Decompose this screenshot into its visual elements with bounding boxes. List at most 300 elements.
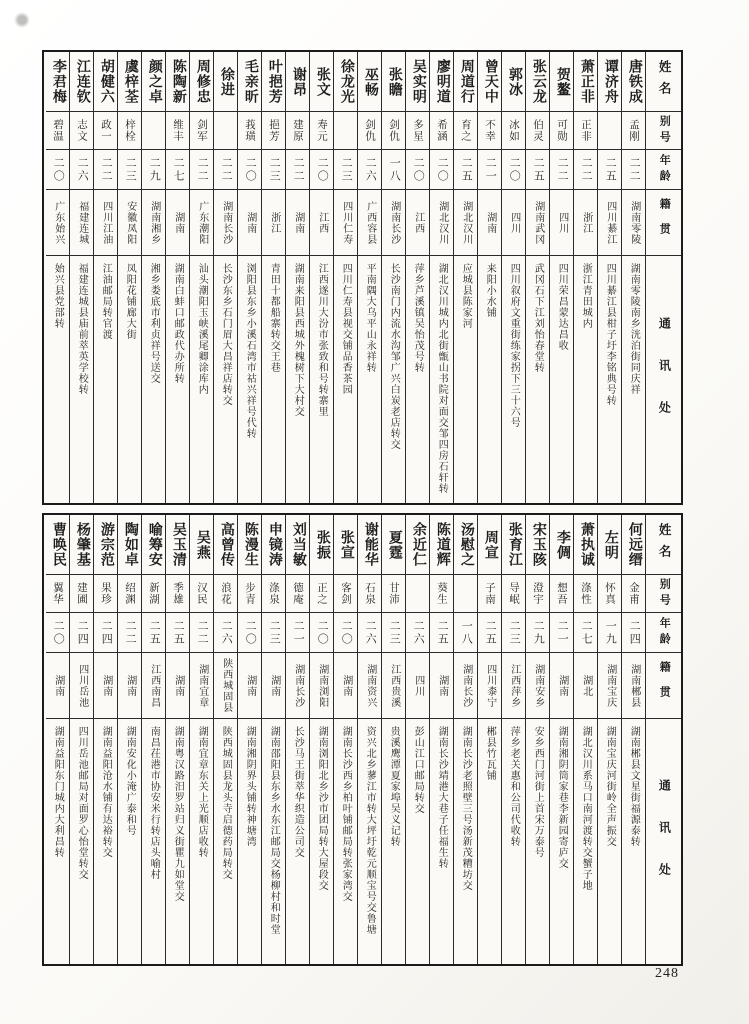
person-age: 二二 [574, 150, 597, 190]
person-column [502, 52, 526, 503]
person-age: 二〇 [502, 150, 525, 190]
person-name: 余近仁 [406, 515, 429, 575]
person-origin: 浙江 [574, 190, 597, 256]
person-column [214, 52, 238, 503]
person-age: 二五 [526, 150, 549, 190]
person-alias: 浪花 [214, 575, 237, 613]
person-name: 萧正非 [574, 52, 597, 112]
person-column [70, 515, 94, 964]
person-address: 四川岳池邮局对面罗心怡堂转交 [76, 726, 88, 880]
person-column [166, 515, 190, 964]
person-name: 汤慰之 [454, 515, 477, 575]
person-name: 陶如卓 [118, 515, 141, 575]
person-address: 武冈石下江刘怡春堂转 [532, 263, 544, 373]
person-address: 四川綦江县柑子圩李铭典号转 [604, 263, 616, 406]
person-address: 湘乡娄底市利贞祥号送交 [148, 263, 160, 384]
person-column [118, 52, 142, 503]
person-origin: 江西萍乡 [502, 653, 525, 719]
person-column [430, 52, 454, 503]
person-alias: 新湖 [142, 575, 165, 613]
person-alias: 伯灵 [526, 112, 549, 150]
person-name: 廖明道 [430, 52, 453, 112]
person-column [262, 52, 286, 503]
person-address: 浙江青田城内 [580, 263, 592, 329]
person-address: 凤阳花铺廊大街 [124, 263, 136, 340]
person-age: 二六 [70, 150, 93, 190]
person-alias: 可勋 [550, 112, 573, 150]
person-name: 周宣 [478, 515, 501, 575]
row-header-column-bottom [646, 515, 681, 964]
person-column [310, 515, 334, 964]
person-address: 萍乡老关惠和公司代收转 [508, 726, 520, 847]
person-age: 二二 [286, 150, 309, 190]
person-origin: 浙江 [262, 190, 285, 256]
person-origin: 湖南资兴 [358, 653, 381, 719]
person-origin: 湖北汉川 [454, 190, 477, 256]
person-origin: 湖南 [238, 190, 261, 256]
person-address: 湖南来阳县西城外槐树下大村交 [292, 263, 304, 417]
person-alias: 志文 [70, 112, 93, 150]
person-alias: 冰如 [502, 112, 525, 150]
row-header-origin: 籍贯 [646, 190, 681, 256]
person-alias: 孟刚 [622, 112, 645, 150]
person-age: 二〇 [46, 613, 69, 653]
person-alias: 季雄 [166, 575, 189, 613]
person-age: 二〇 [334, 613, 357, 653]
person-address: 江西遂川大汾市张致和号转寨里 [316, 263, 328, 417]
person-name: 张文 [310, 52, 333, 112]
person-origin: 湖南 [262, 653, 285, 719]
person-age: 二〇 [310, 150, 333, 190]
person-origin: 湖南 [286, 190, 309, 256]
person-name: 何远缙 [622, 515, 645, 575]
person-age: 二二 [94, 150, 117, 190]
person-column [334, 52, 358, 503]
person-address: 湖南郴县文星街福源泰转 [628, 726, 640, 847]
person-age: 二二 [214, 150, 237, 190]
person-origin: 江西 [406, 190, 429, 256]
person-origin: 湖北汉川 [430, 190, 453, 256]
person-column [334, 515, 358, 964]
person-alias [142, 112, 165, 150]
person-address: 四川仁寿县视交铺品香茶园 [340, 263, 352, 395]
person-origin: 四川 [502, 190, 525, 256]
person-alias: 金甫 [622, 575, 645, 613]
person-name: 吴玉清 [166, 515, 189, 575]
person-name: 李君梅 [46, 52, 69, 112]
person-alias: 步青 [238, 575, 261, 613]
person-alias: 挹芳 [262, 112, 285, 150]
person-name: 申镜涛 [262, 515, 285, 575]
person-age: 二五 [166, 613, 189, 653]
person-name: 谢昂 [286, 52, 309, 112]
person-alias: 剑军 [190, 112, 213, 150]
person-origin: 安徽凤阳 [118, 190, 141, 256]
person-column [550, 52, 574, 503]
person-alias: 汉民 [190, 575, 213, 613]
person-column [118, 515, 142, 964]
person-age: 二六 [358, 613, 381, 653]
person-name: 张育江 [502, 515, 525, 575]
person-age: 二二 [190, 613, 213, 653]
person-address: 来阳小水铺 [484, 263, 496, 318]
person-alias: 政一 [94, 112, 117, 150]
person-name: 巫畅 [358, 52, 381, 112]
person-name: 游宗范 [94, 515, 117, 575]
person-alias: 导岷 [502, 575, 525, 613]
row-header-address: 通讯处 [657, 778, 672, 905]
person-address: 应城县陈家河 [460, 263, 472, 329]
person-address: 长沙马王街萃华织造公司交 [292, 726, 304, 858]
person-address: 四川荣昌蒙达昌收 [556, 263, 568, 351]
person-alias: 怀真 [598, 575, 621, 613]
person-name: 江连钦 [70, 52, 93, 112]
person-address: 湖南安化小淹广泰和号 [124, 726, 136, 836]
person-alias: 正非 [574, 112, 597, 150]
person-address: 浏阳县东乡小溪石湾市祜兴祥号代转 [244, 263, 256, 439]
person-name: 张振 [310, 515, 333, 575]
person-alias: 维丰 [166, 112, 189, 150]
person-alias: 绍渊 [118, 575, 141, 613]
person-column [526, 515, 550, 964]
person-name: 周道行 [454, 52, 477, 112]
person-name: 张瞻 [382, 52, 405, 112]
person-alias: 甘沛 [382, 575, 405, 613]
person-age: 二四 [70, 613, 93, 653]
person-alias: 涤性 [574, 575, 597, 613]
person-address: 湖南湘阴界头铺转神塘湾 [244, 726, 256, 847]
person-address: 湖南宜章东关上光顺店收转 [196, 726, 208, 858]
person-alias: 建原 [286, 112, 309, 150]
person-column [622, 515, 646, 964]
person-age: 二九 [526, 613, 549, 653]
person-age: 一八 [382, 150, 405, 190]
person-address: 长沙东乡石门眉大昌祥店转交 [220, 263, 232, 406]
person-address: 福建连城县庙前萃英学校转 [76, 263, 88, 395]
person-address: 湖南零陵南乡洸泊街同庆祥 [628, 263, 640, 395]
person-name: 徐龙光 [334, 52, 357, 112]
person-column [166, 52, 190, 503]
person-name: 刘当敏 [286, 515, 309, 575]
person-address: 陕西城固县龙头寺启德药局转交 [220, 726, 232, 880]
person-alias: 莪璜 [238, 112, 261, 150]
person-name: 毛亲昕 [238, 52, 261, 112]
person-alias: 澄宇 [526, 575, 549, 613]
person-column [358, 52, 382, 503]
person-column [454, 515, 478, 964]
person-origin: 江西南昌 [142, 653, 165, 719]
person-column [382, 515, 406, 964]
person-age: 二二 [550, 150, 573, 190]
person-alias: 梓栓 [118, 112, 141, 150]
person-address: 始兴县党部转 [52, 263, 64, 329]
person-alias: 剑仇 [358, 112, 381, 150]
person-origin: 湖南 [118, 653, 141, 719]
person-age: 二三 [382, 613, 405, 653]
person-address: 资兴北乡蓼江市转大坪圩乾元顺宝号交鲁塘 [364, 726, 376, 935]
person-origin: 湖南 [334, 653, 357, 719]
person-origin: 陕西城固县 [214, 653, 237, 719]
person-alias [406, 575, 429, 613]
person-age: 二七 [574, 613, 597, 653]
person-name: 张宣 [334, 515, 357, 575]
person-name: 陈陶新 [166, 52, 189, 112]
directory-page [42, 50, 683, 966]
person-origin: 湖南 [550, 653, 573, 719]
person-column [478, 52, 502, 503]
person-name: 李倜 [550, 515, 573, 575]
person-origin: 湖南 [94, 653, 117, 719]
person-column [286, 515, 310, 964]
person-address: 四川叙府文重街练家拐下三十六号 [508, 263, 520, 428]
person-age: 一八 [454, 613, 477, 653]
person-origin: 湖南长沙 [382, 190, 405, 256]
person-name: 萧执诚 [574, 515, 597, 575]
person-address: 平南隅大乌平山永祥转 [364, 263, 376, 373]
person-alias: 正之 [310, 575, 333, 613]
row-header-alias: 别号 [646, 112, 681, 150]
person-column [526, 52, 550, 503]
person-origin: 四川仁寿 [334, 190, 357, 256]
person-age: 二七 [166, 150, 189, 190]
person-column [142, 515, 166, 964]
person-address: 贵溪鹰潭夏家埠吴义记转 [388, 726, 400, 847]
person-column [238, 52, 262, 503]
person-age: 二三 [118, 150, 141, 190]
person-address: 南昌茌港市协安米行转店头喻村 [148, 726, 160, 880]
person-origin: 四川 [406, 653, 429, 719]
person-alias: 翼华 [46, 575, 69, 613]
person-origin: 湖南 [238, 653, 261, 719]
person-address: 江油邮局转官渡 [100, 263, 112, 340]
person-address: 湖南浏阳北乡沙市团局转大屋段交 [316, 726, 328, 891]
person-name: 贺鳌 [550, 52, 573, 112]
directory-table-bottom [42, 513, 683, 966]
person-column [574, 52, 598, 503]
person-address: 湖南长沙靖港大巷子任福生转 [436, 726, 448, 869]
person-alias: 葵生 [430, 575, 453, 613]
person-name: 吴燕 [190, 515, 213, 575]
person-name: 虞梓荃 [118, 52, 141, 112]
person-origin: 湖南宜章 [190, 653, 213, 719]
person-name: 胡健六 [94, 52, 117, 112]
person-column [94, 515, 118, 964]
person-alias: 石泉 [358, 575, 381, 613]
person-origin: 湖南 [430, 653, 453, 719]
person-name: 曹唤民 [46, 515, 69, 575]
person-column [502, 515, 526, 964]
person-column [142, 52, 166, 503]
person-origin: 湖南零陵 [622, 190, 645, 256]
person-origin: 湖南安乡 [526, 653, 549, 719]
person-column [214, 515, 238, 964]
person-address: 湖南湘阴筒家巷李新园寄庐交 [556, 726, 568, 869]
person-address: 湖南宝庆河街岭全声振交 [604, 726, 616, 847]
person-column [622, 52, 646, 503]
person-address: 湖南长沙老照壁三号汤新茂糟坊交 [460, 726, 472, 891]
person-origin: 广东潮阳 [190, 190, 213, 256]
person-age: 二四 [622, 613, 645, 653]
person-name: 谢能华 [358, 515, 381, 575]
person-alias: 客剑 [334, 575, 357, 613]
person-column [286, 52, 310, 503]
person-age: 二〇 [430, 150, 453, 190]
row-header-age: 年龄 [646, 613, 681, 653]
person-origin: 江西贵溪 [382, 653, 405, 719]
person-column [358, 515, 382, 964]
row-header-age: 年龄 [646, 150, 681, 190]
person-column [598, 515, 622, 964]
person-origin: 湖南郴县 [622, 653, 645, 719]
person-name: 颜之卓 [142, 52, 165, 112]
person-address: 萍乡芦溪镇吴怡茂号转 [412, 263, 424, 373]
person-column [406, 52, 430, 503]
person-column [94, 52, 118, 503]
person-name: 徐进 [214, 52, 237, 112]
person-address: 湖南邵阳县东乡水东江邮局交杨柳村和时堂 [268, 726, 280, 935]
person-column [454, 52, 478, 503]
person-origin: 广西容县 [358, 190, 381, 256]
person-age: 二九 [142, 150, 165, 190]
person-name: 左明 [598, 515, 621, 575]
person-alias: 多星 [406, 112, 429, 150]
person-column [190, 515, 214, 964]
person-alias: 想吾 [550, 575, 573, 613]
person-column [46, 52, 70, 503]
person-column [238, 515, 262, 964]
person-origin: 福建连城 [70, 190, 93, 256]
person-origin: 四川江油 [94, 190, 117, 256]
person-address: 湖北汉川城内北街甑山书院对面交邹四房石轩转 [436, 263, 448, 494]
person-age: 二四 [94, 613, 117, 653]
person-alias: 碧温 [46, 112, 69, 150]
person-age: 二〇 [46, 150, 69, 190]
person-alias: 剑仇 [382, 112, 405, 150]
row-header-alias: 别号 [646, 575, 681, 613]
person-name: 周修忠 [190, 52, 213, 112]
person-origin: 湖南浏阳 [310, 653, 333, 719]
person-origin: 湖北 [574, 653, 597, 719]
person-address: 湖南白蚌口邮政代办所转 [172, 263, 184, 384]
person-age: 二六 [214, 613, 237, 653]
person-alias [454, 575, 477, 613]
person-age: 二三 [334, 150, 357, 190]
person-origin: 四川岳池 [70, 653, 93, 719]
person-age: 二五 [142, 613, 165, 653]
person-age: 二二 [190, 150, 213, 190]
person-origin: 湖南宝庆 [598, 653, 621, 719]
person-address: 郴县竹瓦铺 [484, 726, 496, 781]
person-name: 杨肇基 [70, 515, 93, 575]
person-alias: 育之 [454, 112, 477, 150]
person-column [598, 52, 622, 503]
person-alias [214, 112, 237, 150]
person-name: 夏霆 [382, 515, 405, 575]
person-name: 宋玉陔 [526, 515, 549, 575]
person-address: 安乡西门河街上首宋万泰号 [532, 726, 544, 858]
person-address: 湖南长沙西乡柏叶铺邮局转张家湾交 [340, 726, 352, 902]
person-origin: 江西 [310, 190, 333, 256]
person-name: 高曾传 [214, 515, 237, 575]
person-name: 曾天中 [478, 52, 501, 112]
person-alias: 子南 [478, 575, 501, 613]
person-alias: 不幸 [478, 112, 501, 150]
person-name: 喻筹安 [142, 515, 165, 575]
person-origin: 湖南武冈 [526, 190, 549, 256]
page-number: 248 [655, 966, 679, 981]
person-age: 二一 [550, 613, 573, 653]
row-header-name: 姓名 [646, 52, 681, 112]
person-origin: 广东始兴 [46, 190, 69, 256]
person-column [550, 515, 574, 964]
person-alias: 德庵 [286, 575, 309, 613]
person-age: 二五 [430, 613, 453, 653]
person-alias: 涤泉 [262, 575, 285, 613]
person-age: 二〇 [238, 613, 261, 653]
person-age: 二五 [454, 150, 477, 190]
person-origin: 四川綦江 [598, 190, 621, 256]
person-address: 青田十都船寨转交王巷 [268, 263, 280, 373]
person-age: 二〇 [406, 150, 429, 190]
person-name: 唐铁成 [622, 52, 645, 112]
row-header-name: 姓名 [646, 515, 681, 575]
person-column [382, 52, 406, 503]
person-age: 二三 [502, 613, 525, 653]
person-origin: 湖南长沙 [454, 653, 477, 719]
person-alias: 寿元 [310, 112, 333, 150]
person-age: 二二 [622, 150, 645, 190]
person-name: 陈漫生 [238, 515, 261, 575]
person-age: 二一 [478, 150, 501, 190]
person-origin: 湖南 [166, 190, 189, 256]
person-origin: 湖南湘乡 [142, 190, 165, 256]
person-column [262, 515, 286, 964]
person-origin: 湖南长沙 [286, 653, 309, 719]
person-column [310, 52, 334, 503]
person-address: 长沙南门内流水沟邹广兴白炭老店转交 [388, 263, 400, 450]
person-age: 二六 [406, 613, 429, 653]
person-age: 二五 [478, 613, 501, 653]
person-alias: 希涵 [430, 112, 453, 150]
person-age: 二五 [598, 150, 621, 190]
person-age: 二〇 [310, 613, 333, 653]
person-origin: 湖南 [166, 653, 189, 719]
person-origin: 湖南 [46, 653, 69, 719]
row-header-column-top [646, 52, 681, 503]
person-alias [334, 112, 357, 150]
person-address: 湖北汉川系马口南河渡转交蟹子地 [580, 726, 592, 891]
row-header-address: 通讯处 [657, 316, 672, 443]
person-column [406, 515, 430, 964]
directory-table-top [42, 50, 683, 505]
person-age: 二一 [286, 613, 309, 653]
person-column [70, 52, 94, 503]
person-origin: 四川 [550, 190, 573, 256]
person-age: 二六 [358, 150, 381, 190]
person-address: 彭山江口邮局转交 [412, 726, 424, 814]
person-origin: 四川桼宁 [478, 653, 501, 719]
person-alias: 果珍 [94, 575, 117, 613]
person-name: 张云龙 [526, 52, 549, 112]
person-column [430, 515, 454, 964]
person-name: 吴实明 [406, 52, 429, 112]
person-column [190, 52, 214, 503]
person-column [478, 515, 502, 964]
person-address: 湖南益阳东门城内大利昌转 [52, 726, 64, 858]
person-name: 陈道辉 [430, 515, 453, 575]
person-name: 叶挹芳 [262, 52, 285, 112]
person-age: 二三 [262, 613, 285, 653]
